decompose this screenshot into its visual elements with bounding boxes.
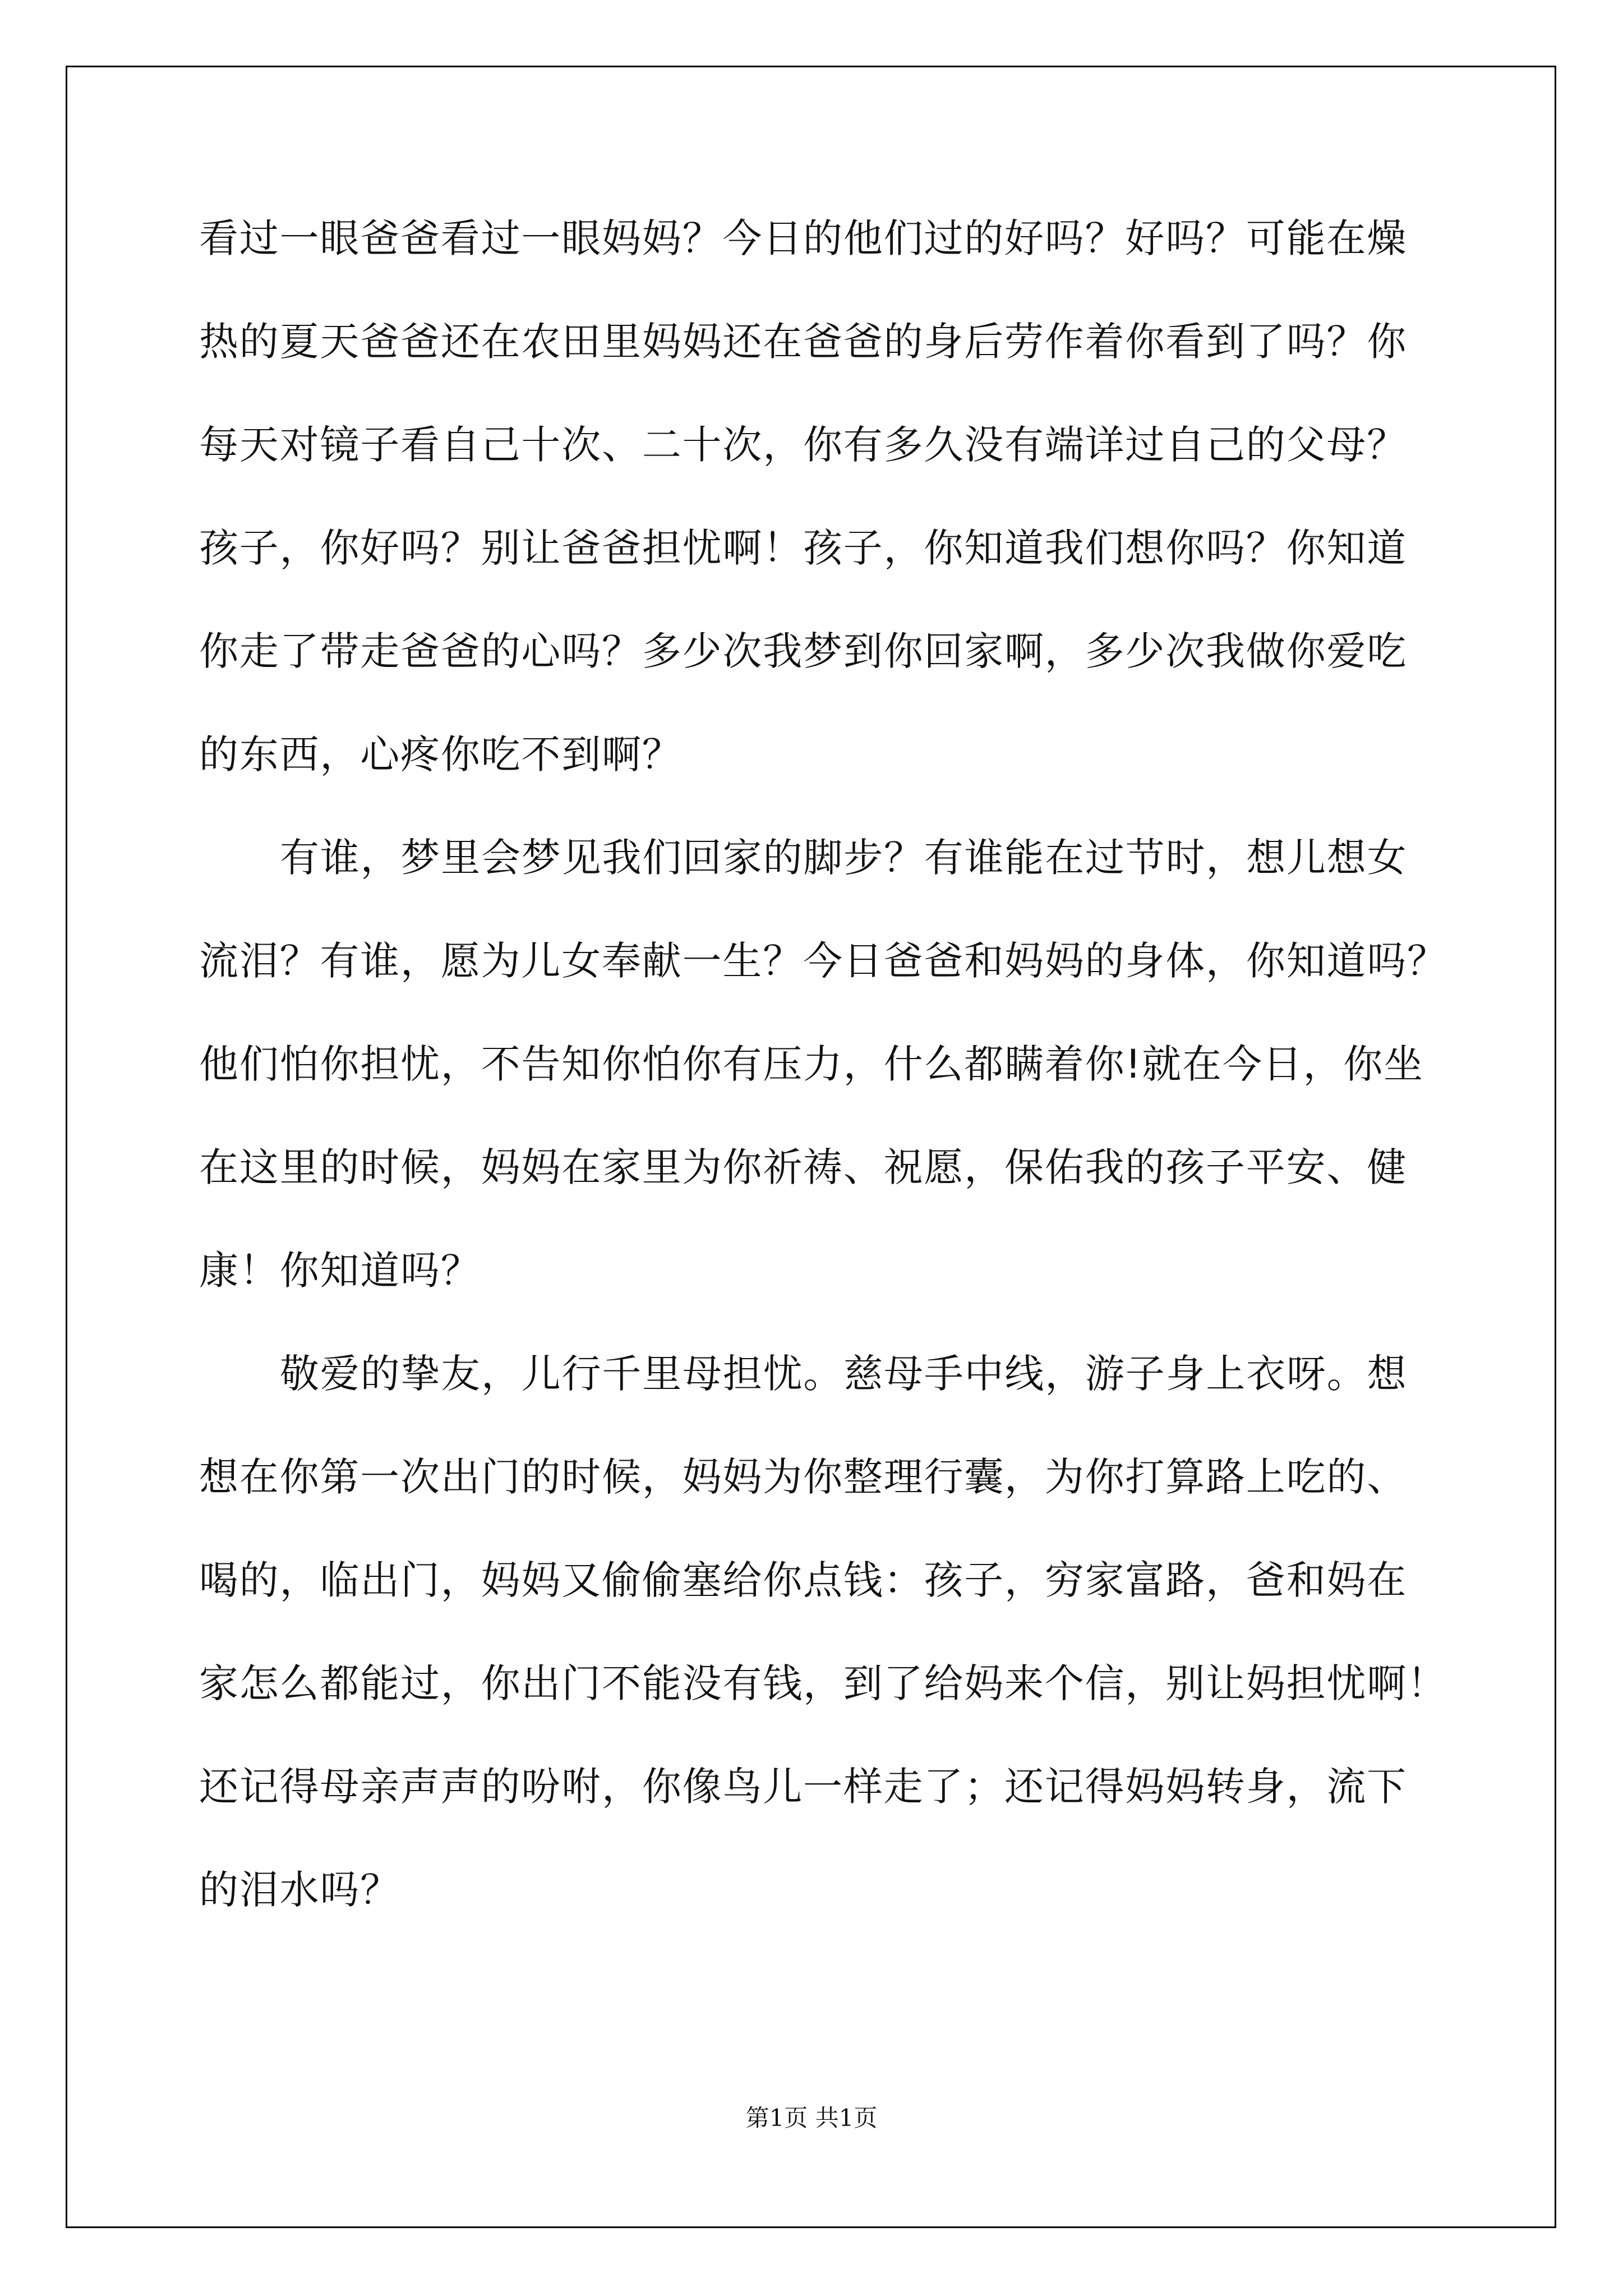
text-line: 的泪水吗？ [199,1867,400,1913]
page-number-footer: 第1页 共1页 [745,2104,878,2132]
text-line: 还记得母亲声声的吩咐，你像鸟儿一样走了；还记得妈妈转身，流下 [199,1764,1407,1810]
text-line: 每天对镜子看自己十次、二十次，你有多久没有端详过自己的父母？ [199,422,1407,468]
text-line: 想在你第一次出门的时候，妈妈为你整理行囊，为你打算路上吃的、 [199,1454,1407,1500]
text-line: 看过一眼爸爸看过一眼妈妈？今日的他们过的好吗？好吗？可能在燥 [199,215,1407,261]
text-line: 康！你知道吗？ [199,1248,481,1294]
text-line: 流泪？有谁，愿为儿女奉献一生？今日爸爸和妈妈的身体，你知道吗？ [199,938,1447,984]
text-line: 在这里的时候，妈妈在家里为你祈祷、祝愿，保佑我的孩子平安、健 [199,1144,1407,1190]
document-body [199,215,1447,1973]
text-line: 他们怕你担忧，不告知你怕你有压力，什么都瞒着你!就在今日，你坐 [199,1041,1424,1087]
text-line: 家怎么都能过，你出门不能没有钱，到了给妈来个信，别让妈担忧啊！ [199,1660,1447,1706]
paragraph-first-line: 敬爱的挚友，儿行千里母担忧。慈母手中线，游子身上衣呀。想 [280,1351,1408,1397]
text-line: 你走了带走爸爸的心吗？多少次我梦到你回家啊，多少次我做你爱吃 [199,628,1407,674]
text-line: 喝的，临出门，妈妈又偷偷塞给你点钱：孩子，穷家富路，爸和妈在 [199,1557,1407,1603]
text-line: 热的夏天爸爸还在农田里妈妈还在爸爸的身后劳作着你看到了吗？你 [199,319,1407,365]
text-line: 孩子，你好吗？别让爸爸担忧啊！孩子，你知道我们想你吗？你知道 [199,525,1407,571]
paragraph-first-line: 有谁，梦里会梦见我们回家的脚步？有谁能在过节时，想儿想女 [280,835,1408,881]
text-line: 的东西，心疼你吃不到啊？ [199,731,683,777]
